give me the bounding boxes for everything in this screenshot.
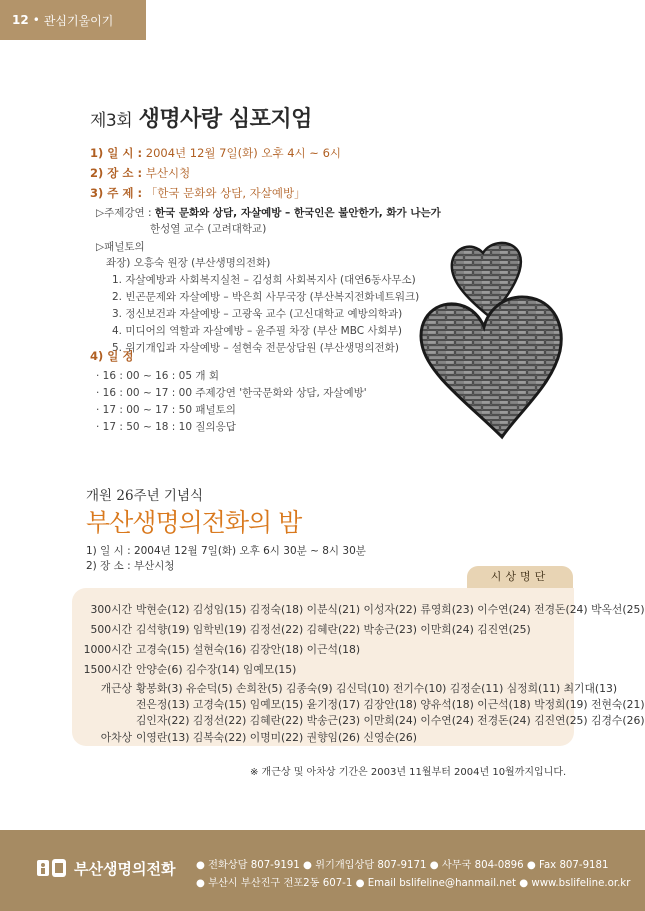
page-tab	[0, 0, 146, 40]
award-category: 1500시간	[83, 663, 132, 676]
logo	[36, 857, 175, 879]
symposium-date	[90, 145, 341, 161]
panelist: 4. 미디어의 역할과 자살예방 – 윤주필 차장 (부산 MBC 사회부)	[112, 325, 402, 337]
awards-tab: 시상명단	[467, 566, 573, 588]
symposium-title-number: 제3회	[90, 111, 133, 131]
schedule-item: · 17 : 00 ~ 17 : 50 패널토의	[96, 404, 236, 416]
panelist: 3. 정신보건과 자살예방 – 고광욱 교수 (고신대학교 예방의학과)	[112, 308, 403, 320]
panel-label: ▷패널토의	[96, 241, 145, 253]
panelist: 1. 자살예방과 사회복지실천 – 김성희 사회복지사 (대연6동사무소)	[112, 274, 416, 286]
symposium-title	[90, 102, 312, 133]
anniversary-subtitle: 개원 26주년 기념식	[86, 488, 204, 504]
keynote	[96, 205, 441, 220]
keynote-title: 한국 문화와 상담, 자살예방 – 한국인은 불안한가, 화가 나는가	[154, 207, 441, 219]
anniversary-title: 부산생명의전화의 밤	[86, 508, 302, 537]
info-value: 「한국 문화와 상담, 자살예방」	[145, 186, 306, 200]
awards-footnote: ※ 개근상 및 아차상 기간은 2003년 11월부터 2004년 10월까지입니다.	[250, 767, 567, 778]
phone-logo-icon	[36, 857, 68, 879]
award-names: 김인자(22) 김정선(22) 김혜란(22) 박송근(23) 이만희(24) 이수연(24) 전경돈(24) 김진연(25) 김경수(26)	[136, 714, 645, 727]
symposium-topic	[90, 185, 306, 201]
award-category: 아차상	[100, 731, 132, 744]
symposium-title-main: 생명사랑 심포지엄	[138, 107, 312, 132]
large-heart	[421, 297, 561, 437]
anniversary-date: 1) 일 시 : 2004년 12월 7일(화) 오후 6시 30분 ~ 8시 30분	[86, 545, 366, 557]
anniversary-place: 2) 장 소 : 부산시청	[86, 560, 175, 572]
logo-text: 부산생명의전화	[74, 859, 176, 878]
award-names: 김석향(19) 임학빈(19) 김정선(22) 김혜란(22) 박송근(23) 이만희(24) 김진연(25)	[136, 623, 531, 636]
keynote-speaker: 한성열 교수 (고려대학교)	[150, 223, 267, 235]
keynote-label: ▷주제강연 :	[96, 207, 152, 219]
page-number: 12	[12, 13, 29, 27]
award-names: 고경숙(15) 설현숙(16) 김장안(18) 이근석(18)	[136, 643, 361, 656]
award-category: 500시간	[90, 623, 132, 636]
schedule-label: 4) 일 정	[90, 349, 134, 363]
panelist: 5. 위기개입과 자살예방 – 설현숙 전문상담원 (부산생명의전화)	[112, 342, 399, 354]
award-names: 안양순(6) 김수장(14) 임예모(15)	[136, 663, 297, 676]
brick-hearts-illustration	[410, 235, 570, 445]
symposium-place	[90, 165, 190, 181]
info-key: 3) 주 제 :	[90, 186, 143, 200]
award-names: 황봉화(3) 유순덕(5) 손희찬(5) 김종숙(9) 김신덕(10) 전기수(10) 김정순(11) 심정희(11) 최기대(13)	[136, 682, 618, 695]
schedule-item: · 16 : 00 ~ 17 : 00 주제강연 '한국문화와 상담, 자살예방'	[96, 387, 367, 399]
info-value: 부산시청	[145, 166, 191, 180]
award-category: 300시간	[90, 603, 132, 616]
page-bullet: •	[32, 13, 40, 27]
contact-line: ● 부산시 부산진구 전포2동 607-1 ● Email bslifeline@hanmail.net ● www.bslifeline.or.kr	[196, 878, 631, 889]
award-names: 박현순(12) 김성임(15) 김정숙(18) 이분식(21) 이성자(22) 류영희(23) 이수연(24) 전경돈(24) 박옥선(25)	[136, 603, 645, 616]
award-names: 이영란(13) 김복숙(22) 이명미(22) 권향임(26) 신영순(26)	[136, 731, 417, 744]
award-category: 개근상	[100, 682, 132, 695]
schedule-item: · 16 : 00 ~ 16 : 05 개 회	[96, 370, 219, 382]
awards-list	[72, 588, 645, 746]
contact-line: ● 전화상담 807-9191 ● 위기개입상담 807-9171 ● 사무국 804-0896 ● Fax 807-9181	[196, 860, 609, 871]
schedule-item: · 17 : 50 ~ 18 : 10 질의응답	[96, 421, 236, 433]
award-category: 1000시간	[83, 643, 132, 656]
info-key: 2) 장 소 :	[90, 166, 143, 180]
info-value: 2004년 12월 7일(화) 오후 4시 ~ 6시	[145, 146, 342, 160]
award-names: 전은정(13) 고경숙(15) 임예모(15) 윤기정(17) 김장안(18) 양유석(18) 이근석(18) 박정희(19) 전현숙(21)	[136, 698, 645, 711]
panel-chair: 좌장) 오흥숙 원장 (부산생명의전화)	[106, 257, 271, 269]
footer	[0, 830, 645, 911]
section-name: 관심기울이기	[43, 13, 114, 28]
info-key: 1) 일 시 :	[90, 146, 143, 160]
panelist: 2. 빈곤문제와 자살예방 – 박은희 사무국장 (부산복지전화네트워크)	[112, 291, 420, 303]
